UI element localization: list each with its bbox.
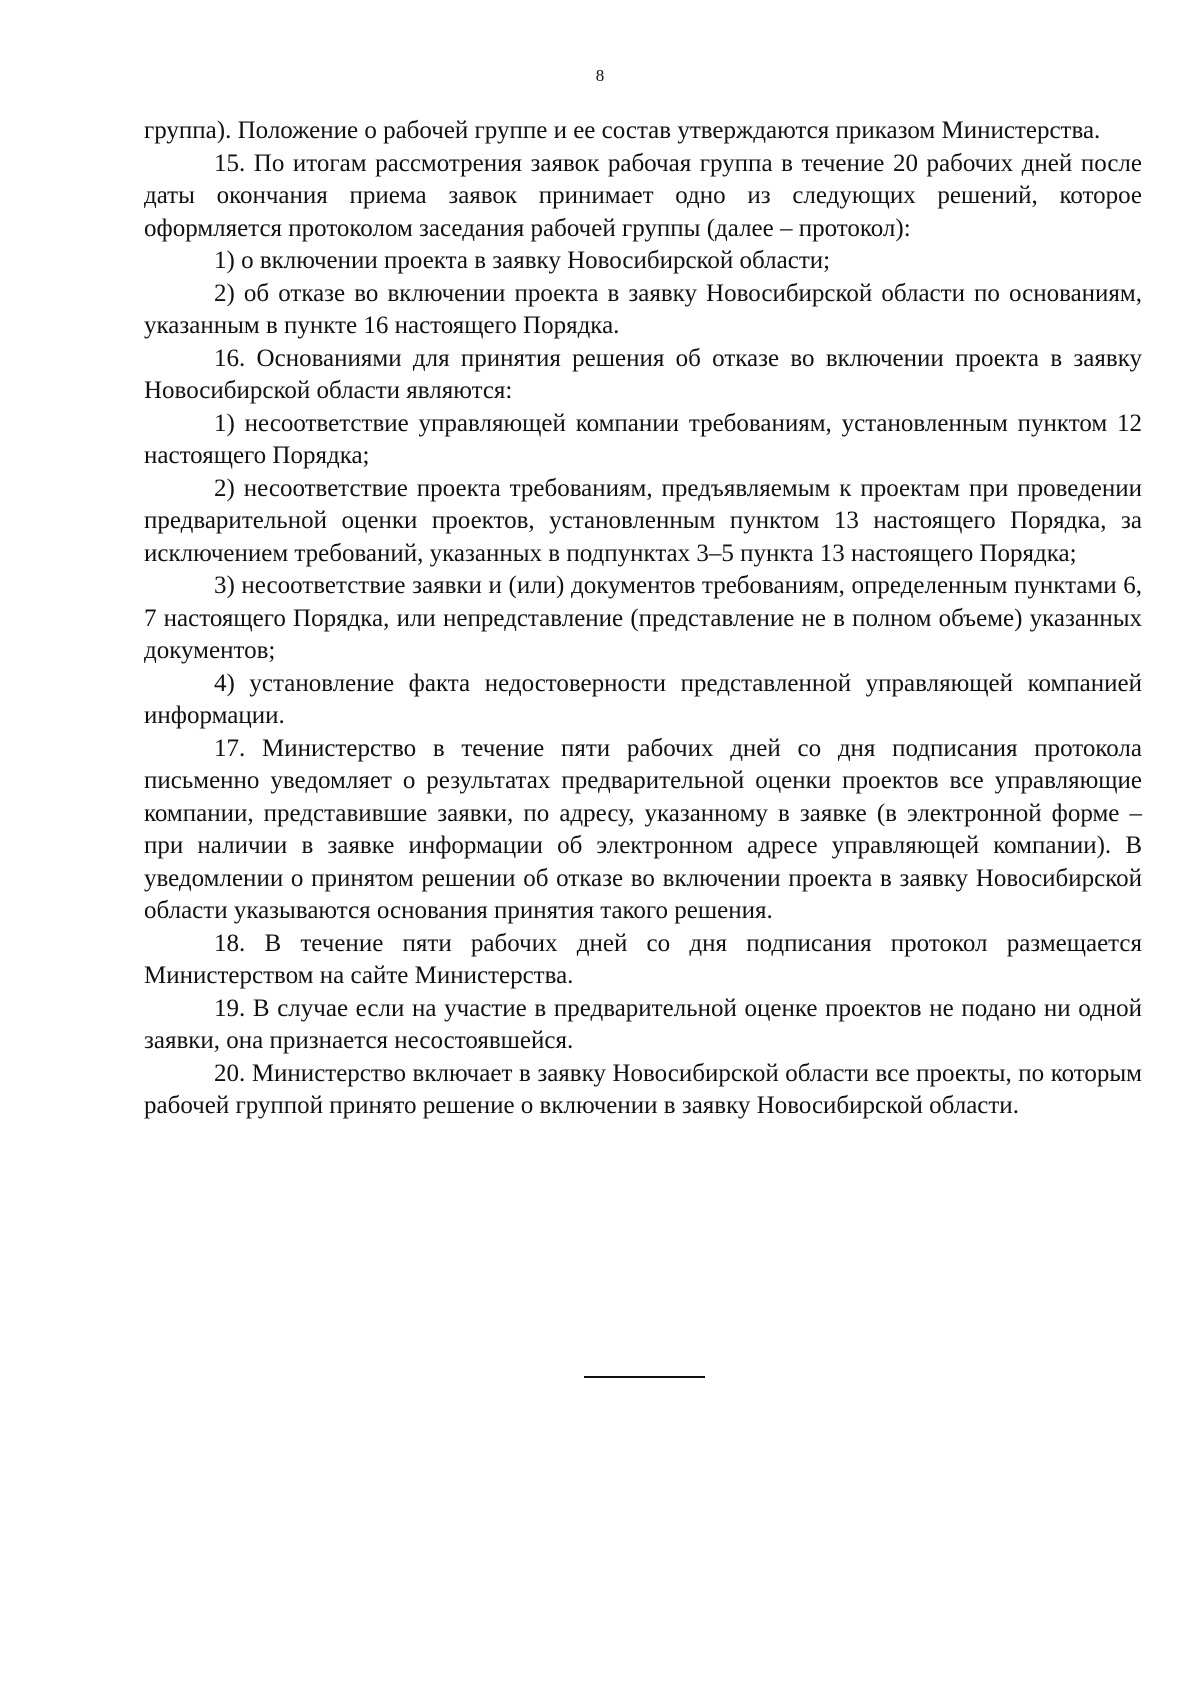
paragraph-18: 18. В течение пяти рабочих дней со дня подписания протокол размещается Министерством на сайте Министерства. [144,929,1142,989]
paragraph-16-item-3: 3) несоответствие заявки и (или) документов требованиям, определенным пунктами 6, 7 настоящего Порядка, или непредставление (представление не в полном объеме) указанных документов; [144,572,1142,664]
document-body [144,115,1142,1123]
paragraph-15-item-2: 2) об отказе во включении проекта в заявку Новосибирской области по основаниям, указанным в пункте 16 настоящего Порядка. [144,279,1142,339]
paragraph-16-item-1: 1) несоответствие управляющей компании требованиям, установленным пунктом 12 настоящего Порядка; [144,409,1142,469]
paragraph-16-item-2: 2) несоответствие проекта требованиям, предъявляемым к проектам при проведении предварительной оценки проектов, установленным пунктом 13 настоящего Порядка, за исключением требований, указанных в подпунктах 3–5 пункта 13 настоящего Порядка; [144,474,1142,567]
paragraph-17: 17. Министерство в течение пяти рабочих дней со дня подписания протокола письменно уведомляет о результатах предварительной оценки проектов все управляющие компании, представившие заявки, по адресу, указанному в заявке (в электронной форме – при наличии в заявке информации об электронном адресе управляющей компании). В уведомлении о принятом решении об отказе во включении проекта в заявку Новосибирской области указываются основания принятия такого решения. [144,734,1142,924]
paragraph-15-item-1: 1) о включении проекта в заявку Новосибирской области; [214,247,831,274]
page-number: 8 [595,66,605,85]
paragraph-16: 16. Основаниями для принятия решения об отказе во включении проекта в заявку Новосибирской области являются: [144,344,1142,404]
paragraph-15: 15. По итогам рассмотрения заявок рабочая группа в течение 20 рабочих дней после даты окончания приема заявок принимает одно из следующих решений, которое оформляется протоколом заседания рабочей группы (далее – протокол): [144,149,1142,242]
paragraph-16-item-4: 4) установление факта недостоверности представленной управляющей компанией информации. [144,669,1142,729]
paragraph-19: 19. В случае если на участие в предварительной оценке проектов не подано ни одной заявки, она признается несостоявшейся. [144,994,1142,1054]
paragraph-continuation: группа). Положение о рабочей группе и ее состав утверждаются приказом Министерства. [144,117,1101,144]
end-of-document-rule [584,1376,705,1378]
paragraph-20: 20. Министерство включает в заявку Новосибирской области все проекты, по которым рабочей группой принято решение о включении в заявку Новосибирской области. [144,1059,1142,1119]
